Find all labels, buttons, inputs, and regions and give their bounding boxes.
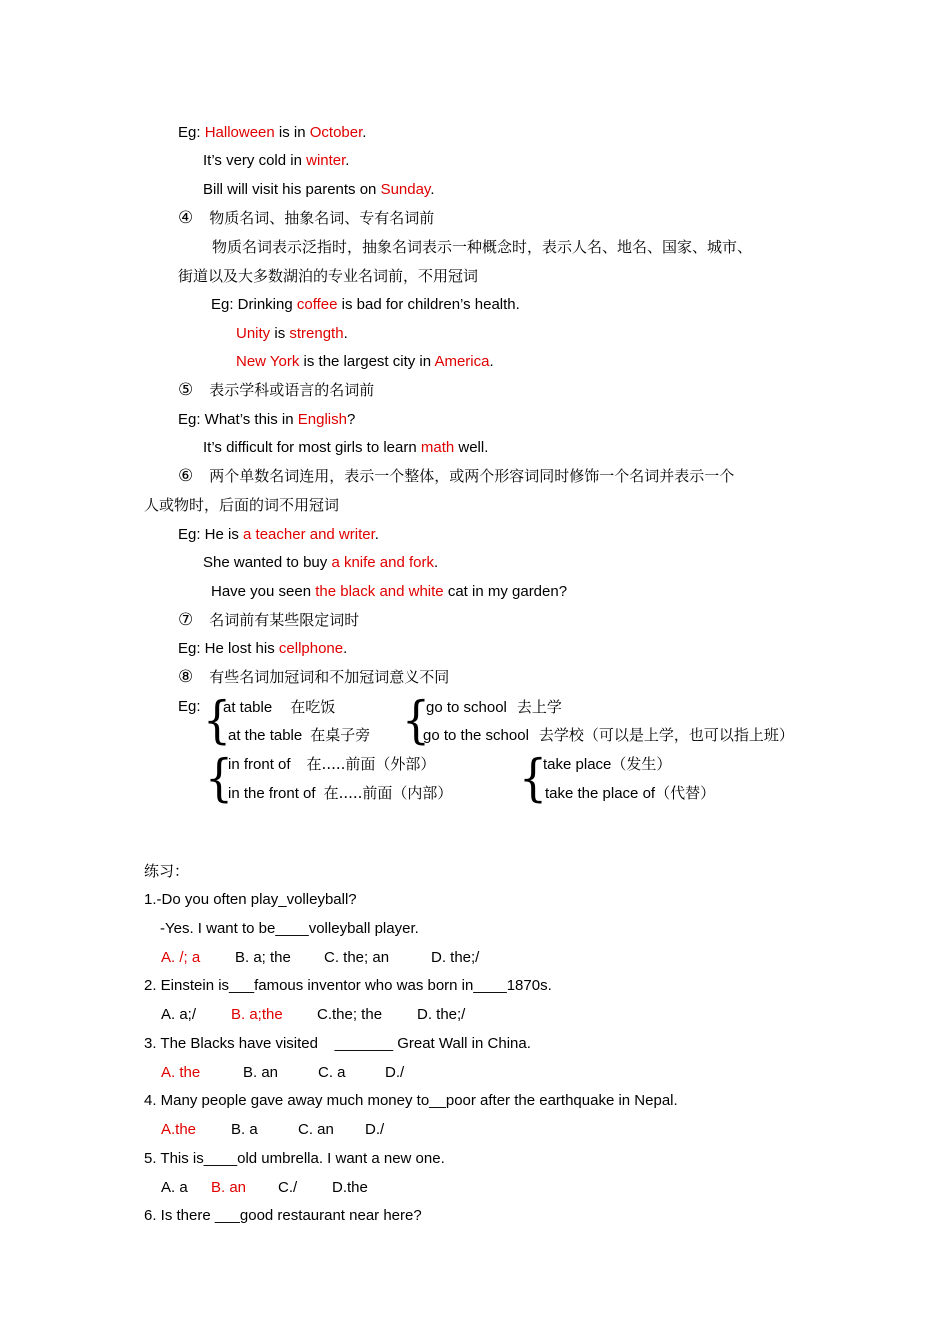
text: is the largest city in	[299, 353, 435, 370]
phrase: at the table	[228, 727, 303, 744]
question-text: 6. Is there ___good restaurant near here?	[144, 1207, 422, 1224]
rule-title: 有些名词加冠词和不加冠词意义不同	[209, 668, 450, 686]
pair-line	[545, 783, 715, 804]
pair-line	[426, 697, 562, 718]
text: She wanted to buy	[203, 554, 332, 571]
question	[144, 976, 552, 996]
highlight: strength	[289, 325, 344, 342]
rule-number: ④	[178, 208, 194, 228]
rule-title: 两个单数名词连用，表示一个整体，或两个形容词同时修饰一个名词并表示一个	[209, 467, 735, 485]
highlight: the black and white	[315, 583, 444, 600]
phrase: go to the school	[423, 727, 529, 744]
paragraph-line	[212, 237, 752, 257]
meaning: 在吃饭	[290, 698, 336, 716]
text: .	[374, 526, 379, 543]
option: D./	[385, 1064, 405, 1081]
meaning: 去学校（可以是上学，也可以指上班）	[538, 726, 794, 744]
text: ?	[346, 411, 356, 428]
question	[160, 919, 419, 939]
options-row	[161, 1005, 465, 1025]
option: D./	[365, 1121, 385, 1138]
text: .	[489, 353, 494, 370]
option-correct: A. /; a	[161, 949, 201, 966]
text: is	[270, 325, 290, 342]
highlight: America	[434, 353, 490, 370]
option: D. the;/	[417, 1006, 466, 1023]
question	[144, 890, 357, 910]
meaning: 去上学	[516, 698, 562, 716]
text: .	[362, 124, 367, 141]
rule-number: ⑥	[178, 466, 194, 486]
text: cat in my garden?	[443, 583, 568, 600]
example-line	[211, 582, 567, 602]
option: D. the;/	[431, 949, 480, 966]
question-text: 3. The Blacks have visited _______ Great Wall in China.	[144, 1035, 531, 1052]
question-text: 5. This is____old umbrella. I want a new one.	[144, 1150, 445, 1167]
text: is in	[274, 124, 310, 141]
option: C.the; the	[317, 1006, 383, 1023]
example-line	[178, 123, 366, 143]
highlight: Unity	[236, 325, 271, 342]
pair-line	[223, 697, 335, 718]
highlight: math	[420, 439, 455, 456]
highlight: October	[309, 124, 363, 141]
rule-number: ⑤	[178, 380, 194, 400]
question	[144, 1206, 422, 1226]
option: C. an	[298, 1121, 334, 1138]
text: .	[343, 640, 348, 657]
highlight: New York	[236, 353, 300, 370]
meaning: （发生）	[611, 755, 672, 773]
rule-title: 名词前有某些限定词时	[209, 611, 360, 629]
rule-title: 物质名词、抽象名词、专有名词前	[209, 209, 435, 227]
question-text: 4. Many people gave away much money to__poor after the earthquake in Nepal.	[144, 1092, 678, 1109]
highlight: English	[297, 411, 347, 428]
eg-label	[178, 697, 201, 717]
pair-line	[228, 725, 370, 746]
text: Have you seen	[211, 583, 316, 600]
text: Eg: What’s this in	[178, 411, 298, 428]
text: Eg: He lost his	[178, 640, 279, 657]
text: 练习：	[144, 862, 190, 880]
text: .	[345, 152, 350, 169]
paragraph-line	[178, 266, 478, 286]
rule-heading	[178, 208, 434, 228]
option-correct: A.the	[161, 1121, 197, 1138]
highlight: coffee	[296, 296, 338, 313]
rule-heading	[178, 667, 449, 687]
text: Eg:	[178, 698, 201, 715]
brace-glyph: {	[402, 691, 430, 750]
option: D.the	[332, 1179, 368, 1196]
pair-line	[228, 754, 435, 775]
rule-heading	[178, 466, 734, 486]
text: 物质名词表示泛指时，抽象名词表示一种概念时，表示人名、地名、国家、城市、	[212, 238, 753, 256]
meaning: 在.....前面（内部）	[323, 784, 453, 802]
option: B. a; the	[235, 949, 291, 966]
text: 街道以及大多数湖泊的专业名词前，不用冠词	[178, 267, 479, 285]
phrase: in front of	[228, 756, 291, 773]
phrase: at table	[223, 699, 273, 716]
highlight: Sunday	[380, 181, 431, 198]
example-line	[203, 151, 349, 171]
brace-glyph: {	[519, 749, 547, 808]
example-line	[178, 525, 379, 545]
text: Eg: He is	[178, 526, 244, 543]
meaning: （代替）	[655, 784, 716, 802]
option-correct: B. a;the	[231, 1006, 283, 1023]
practice-title	[144, 861, 189, 881]
option: C. a	[318, 1064, 346, 1081]
pair-line	[423, 725, 794, 746]
pair-line	[228, 783, 452, 804]
phrase: take the place of	[545, 785, 656, 802]
text: .	[434, 554, 439, 571]
example-line	[236, 352, 494, 372]
options-row	[161, 1178, 368, 1198]
text: It’s very cold in	[203, 152, 307, 169]
example-line	[178, 639, 347, 659]
question-text: -Yes. I want to be____volleyball player.	[160, 920, 419, 937]
option: B. an	[243, 1064, 279, 1081]
rule-heading	[178, 380, 374, 400]
question-text: 2. Einstein is___famous inventor who was born in____1870s.	[144, 977, 552, 994]
highlight: winter	[306, 152, 346, 169]
options-row	[161, 1063, 404, 1083]
example-line	[178, 410, 355, 430]
paragraph-line	[144, 495, 339, 515]
text: Eg: Drinking	[211, 296, 297, 313]
text: Eg:	[178, 124, 205, 141]
brace-glyph: {	[203, 691, 231, 750]
options-row	[161, 948, 479, 968]
phrase: take place	[543, 756, 612, 773]
example-line	[203, 553, 438, 573]
question	[144, 1091, 678, 1111]
rule-number: ⑧	[178, 667, 194, 687]
highlight: a knife and fork	[331, 554, 434, 571]
option: C. the; an	[324, 949, 390, 966]
phrase: go to school	[426, 699, 507, 716]
text: Bill will visit his parents on	[203, 181, 381, 198]
example-line	[203, 180, 435, 200]
option: A. a	[161, 1179, 188, 1196]
question	[144, 1149, 445, 1169]
question-text: 1.-Do you often play_volleyball?	[144, 891, 357, 908]
option: B. a	[231, 1121, 258, 1138]
option-correct: A. the	[161, 1064, 201, 1081]
example-line	[203, 438, 488, 458]
text: .	[430, 181, 435, 198]
text: It’s difficult for most girls to learn	[203, 439, 421, 456]
text: 人或物时，后面的词不用冠词	[144, 496, 340, 514]
text: .	[343, 325, 348, 342]
pair-line	[543, 754, 671, 775]
option-correct: B. an	[211, 1179, 247, 1196]
rule-title: 表示学科或语言的名词前	[209, 381, 375, 399]
options-row	[161, 1120, 384, 1140]
brace-glyph: {	[205, 749, 233, 808]
highlight: Halloween	[204, 124, 275, 141]
text: well.	[454, 439, 489, 456]
option: A. a;/	[161, 1006, 197, 1023]
rule-number: ⑦	[178, 610, 194, 630]
highlight: a teacher and writer	[243, 526, 375, 543]
option: C./	[278, 1179, 298, 1196]
rule-heading	[178, 610, 359, 630]
text: is bad for children’s health.	[337, 296, 520, 313]
phrase: in the front of	[228, 785, 316, 802]
highlight: cellphone	[278, 640, 344, 657]
example-line	[236, 324, 348, 344]
question	[144, 1034, 531, 1054]
example-line	[211, 295, 520, 315]
meaning: 在桌子旁	[310, 726, 371, 744]
meaning: 在.....前面（外部）	[306, 755, 436, 773]
